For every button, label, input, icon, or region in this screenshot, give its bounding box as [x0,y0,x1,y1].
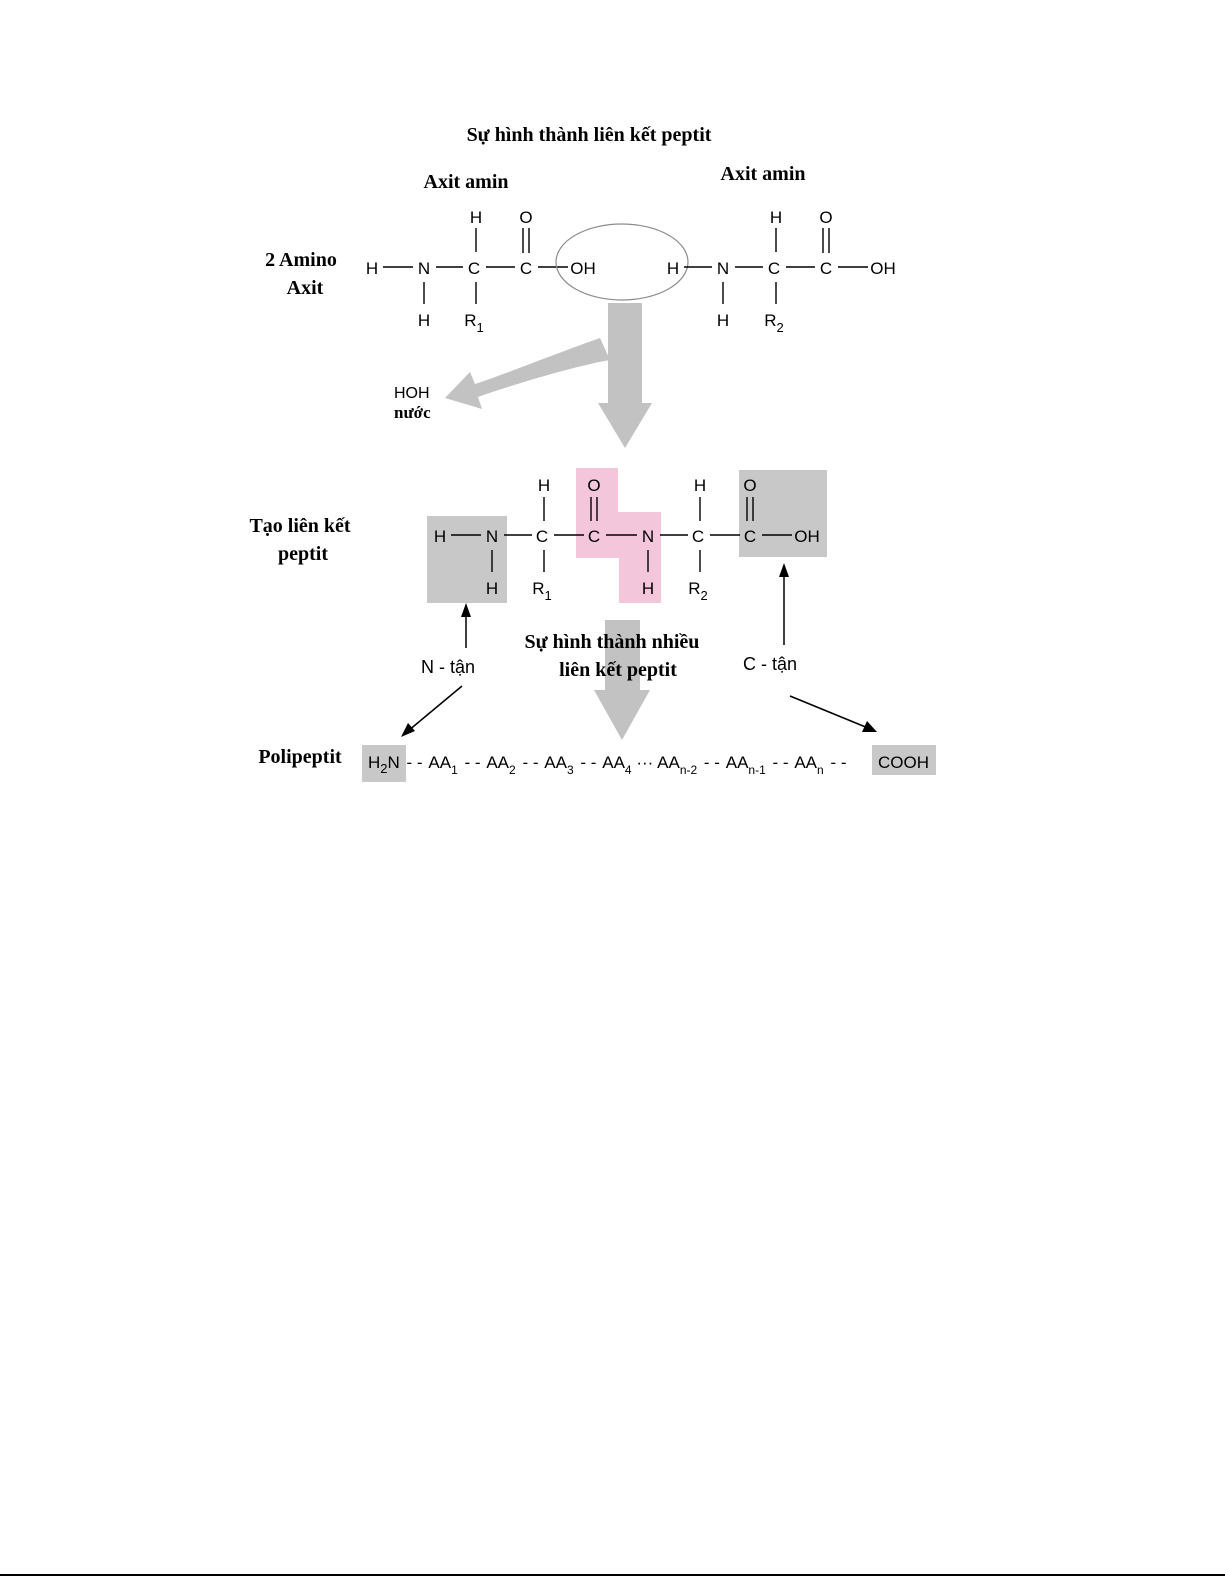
atom-h: H [417,311,431,330]
atom-h: H [537,476,551,495]
atom-r1: $R_1$ [464,311,484,335]
atom-n: N [641,527,655,546]
polypeptide-label: Polipeptit [258,746,342,768]
atom-h: H [365,259,379,278]
atom-o: O [819,208,833,227]
c-terminus-label: C - tận [742,654,798,674]
atom-o: O [587,476,601,495]
cooh-terminus: COOH [878,753,929,772]
c-terminus-up-arrowhead [779,563,789,577]
diagram-title: Sự hình thành liên kết peptit [466,124,712,146]
atom-c-carboxyl: C [743,527,757,546]
page-bottom-border [0,1574,1225,1576]
two-amino-acids-label: 2 Amino [265,249,337,271]
amino-acid-right-label: Axit amin [720,163,806,185]
atom-c-carboxyl: C [519,259,533,278]
atom-n: N [716,259,730,278]
atom-n: N [485,527,499,546]
atom-r1: $R_1$ [532,579,552,603]
n-terminus-down-arrowhead [401,723,415,737]
two-amino-acids-label-2: Axit [286,277,324,299]
atom-h: H [469,208,483,227]
atom-h: H [693,476,707,495]
atom-oh: OH [794,527,820,546]
reaction-down-arrow [598,303,652,448]
c-terminus-down-arrow [790,696,868,728]
multi-peptide-bond-label: Sự hình thành nhiều [524,631,700,653]
atom-o: O [743,476,757,495]
polypeptide-chain: $H_2N$ - - $AA_1$ - - $AA_2$ - - $AA_3$ - - $AA_4$ ··· $AA_{n-2}$ - - $AA_{n-1}$ - - $AA_n$ - - [368,753,847,777]
amino-acid-2 [667,208,896,335]
form-peptide-bond-label-2: peptit [278,543,328,565]
atom-c-alpha: C [467,259,481,278]
atom-h: H [666,259,680,278]
atom-c-carbonyl: C [587,527,601,546]
atom-c-alpha: C [535,527,549,546]
atom-c-carboxyl: C [819,259,833,278]
atom-h: H [769,208,783,227]
atom-r2: $R_2$ [688,579,708,603]
atom-oh: OH [570,259,596,278]
water-formula-label: HOH [394,385,430,402]
atom-h: H [641,579,655,598]
n-terminus-down-arrow [408,686,462,731]
atom-o: O [519,208,533,227]
atom-r2: $R_2$ [764,311,784,335]
atom-c-alpha: C [767,259,781,278]
atom-oh: OH [870,259,896,278]
amino-acid-1 [366,208,596,335]
water-label: nước [394,403,431,422]
water-release-arrow [445,338,610,409]
amino-acid-left-label: Axit amin [423,171,509,193]
form-peptide-bond-label: Tạo liên kết [249,515,351,537]
atom-h: H [433,527,447,546]
atom-h: H [485,579,499,598]
n-terminus-up-arrowhead [461,603,471,617]
n-terminus-label: N - tận [420,657,476,677]
atom-h: H [716,311,730,330]
atom-c-alpha: C [691,527,705,546]
atom-n: N [417,259,431,278]
multi-peptide-bond-label-2: liên kết peptit [559,659,677,681]
